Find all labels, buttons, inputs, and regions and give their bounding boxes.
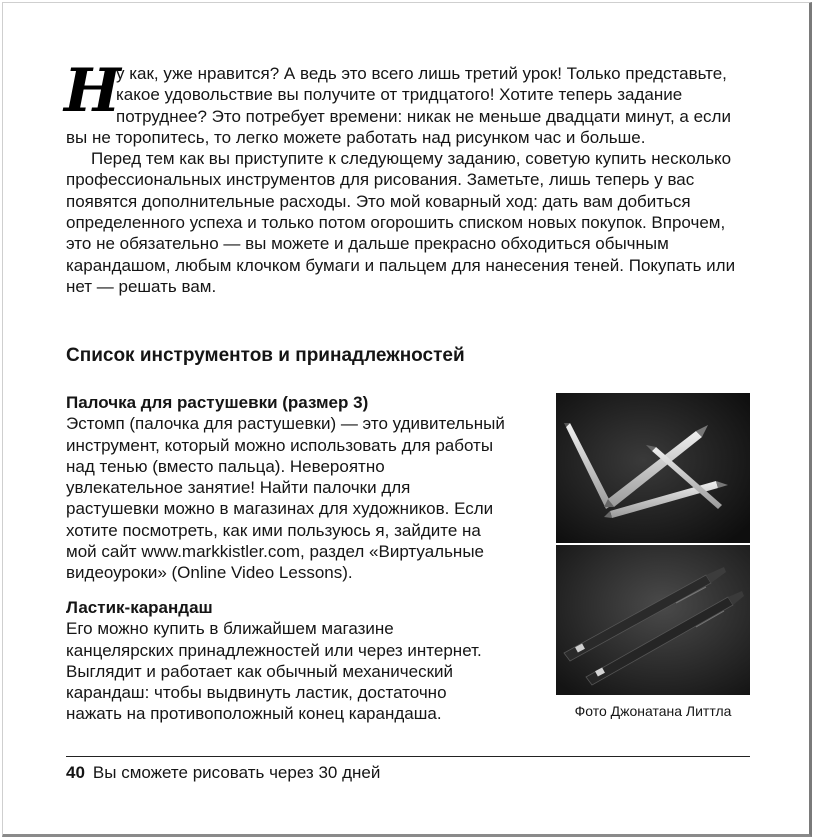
item-title: Ластик-карандаш bbox=[66, 598, 213, 617]
intro-paragraph-1-text: у как, уже нравится? А ведь это всего лишь третий урок! Только представьте, какое удовольствие вы получите от тридцатого! Хотите теперь задание потруднее? Это потребует времени: никак не меньше двадцати минут, а если вы не торопитесь, то легко можете работать над рисунком час и больше. bbox=[66, 64, 731, 147]
intro-text bbox=[64, 56, 746, 297]
item-title: Палочка для растушевки (размер 3) bbox=[66, 393, 369, 412]
item-text: Его можно купить в ближайшем магазине канцелярских принадлежностей или через интернет. Выглядит и работает как обычный механический карандаш: чтобы выдвинуть ластик, достаточно нажать на противоположный конец карандаша. bbox=[66, 619, 482, 724]
drop-cap: Н bbox=[64, 56, 121, 126]
item-blending-stump bbox=[66, 392, 506, 584]
section-heading: Список инструментов и принадлежностей bbox=[66, 345, 465, 366]
item-eraser-pencil bbox=[66, 597, 506, 725]
page-footer bbox=[66, 763, 380, 783]
intro-paragraph-2: Перед тем как вы приступите к следующему заданию, советую купить несколько профессиональных инструментов для рисования. Заметьте, лишь теперь у вас появятся дополнительные расходы. Это мой коварный ход: дать вам добиться определенного успеха и только потом огорошить списком новых покупок. Впрочем, это не обязательно — вы можете и дальше прекрасно обходиться обычным карандашом, любым клочком бумаги и пальцем для нанесения теней. Покупать или нет — решать вам. bbox=[66, 149, 736, 296]
photo-caption: Фото Джонатана Литтла bbox=[574, 703, 732, 719]
photo-eraser-pencils bbox=[556, 545, 750, 695]
photo-blending-stumps bbox=[556, 393, 750, 543]
page-number: 40 bbox=[66, 763, 85, 782]
footer-divider bbox=[66, 756, 750, 757]
intro-paragraph-1 bbox=[64, 56, 746, 148]
book-title: Вы сможете рисовать через 30 дней bbox=[92, 763, 381, 782]
item-text: Эстомп (палочка для растушевки) — это удивительный инструмент, который можно использовать для работы над тенью (вместо пальца). Невероятно увлекательное занятие! Найти палочки для растушевки можно в магазинах для художников. Если хотите посмотреть, как ими пользуюсь я, зайдите на мой сайт www.markkistler.com, раздел «Виртуальные видеоуроки» (Online Video Lessons). bbox=[66, 414, 505, 583]
